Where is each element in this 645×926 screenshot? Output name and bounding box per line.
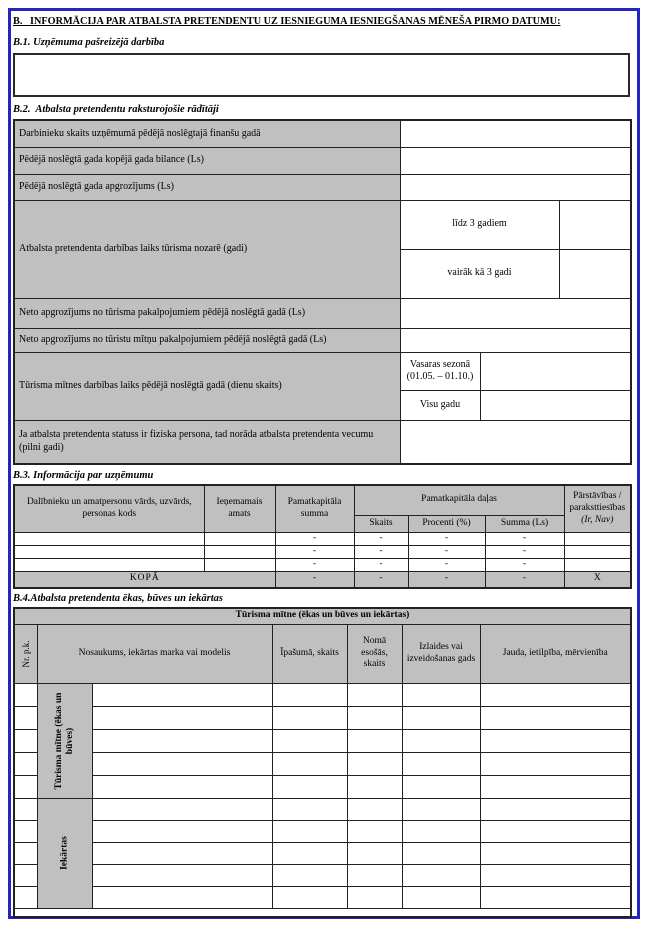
section-b3-title: B.3. Informācija par uzņēmumu: [13, 470, 154, 481]
section-b2-title: B.2. Atbalsta pretendentu raksturojošie rādītāji: [13, 104, 219, 115]
b4-header-owned: Īpašumā, skaits: [272, 624, 347, 683]
b4-g2r4-owned-cell[interactable]: [272, 864, 347, 886]
b3-header-representation-text: Pārstāvības / paraksttiesības: [569, 490, 626, 513]
b2-operation-time-label: Atbalsta pretendenta darbības laiks tūrisma nozarē (gadi): [14, 200, 400, 298]
b4-g1r3-nr-cell[interactable]: [14, 729, 37, 752]
b4-g2r4-capacity-cell[interactable]: [480, 864, 631, 886]
b4-g1r5-name-cell[interactable]: [92, 775, 272, 798]
b4-header-capacity: Jauda, ietilpība, mērvienība: [480, 624, 631, 683]
b2-net-tourism-label: Neto apgrozījums no tūrisma pakalpojumiem pēdējā noslēgtā gadā (Ls): [14, 298, 400, 328]
b4-g1r1-rented-cell[interactable]: [347, 683, 402, 706]
b3-data-row: [14, 558, 631, 571]
b2-balance-label: Pēdējā noslēgtā gada kopējā gada bilance (Ls): [14, 147, 400, 174]
b2-more-than-3-years-label: vairāk kā 3 gadi: [400, 249, 559, 298]
b4-g1r2-rented-cell[interactable]: [347, 706, 402, 729]
b4-header-nr-text: Nr. p.k.: [20, 640, 31, 667]
b4-g1r5-capacity-cell[interactable]: [480, 775, 631, 798]
b2-summer-season-line1: Vasaras sezonā: [409, 358, 471, 370]
b4-g2r3-owned-cell[interactable]: [272, 842, 347, 864]
b2-lodging-days-label: Tūrisma mītnes darbības laiks pēdējā noslēgtā gadā (dienu skaits): [14, 352, 400, 420]
b4-g1r5-owned-cell[interactable]: [272, 775, 347, 798]
b2-up-to-3-years-label: līdz 3 gadiem: [400, 200, 559, 249]
b4-group1-row: [14, 729, 631, 752]
b4-g1r2-capacity-cell[interactable]: [480, 706, 631, 729]
b4-g2r4-rented-cell[interactable]: [347, 864, 402, 886]
b3-row3-representation-cell[interactable]: [564, 558, 631, 571]
b2-net-tourism-input[interactable]: [400, 298, 631, 328]
b2-more-than-3-years-input[interactable]: [559, 249, 631, 298]
b4-table-title: Tūrisma mītne (ēkas un būves un iekārtas): [14, 608, 631, 624]
b4-g2r5-rented-cell[interactable]: [347, 886, 402, 908]
b3-header-percent: Procenti (%): [408, 515, 485, 532]
b2-balance-input[interactable]: [400, 147, 631, 174]
b3-header-name: Dalībnieku un amatpersonu vārds, uzvārds, personas kods: [14, 485, 204, 532]
b4-g1r5-rented-cell[interactable]: [347, 775, 402, 798]
form-content: [13, 13, 630, 918]
b3-header-capital-sum: Pamatkapitāla summa: [275, 485, 354, 532]
b3-row1-percent[interactable]: -: [408, 532, 485, 545]
b3-row3-capital-sum[interactable]: -: [275, 558, 354, 571]
b3-header-position: Ieņemamais amats: [204, 485, 275, 532]
b4-group1-row: [14, 775, 631, 798]
b2-turnover-label: Pēdējā noslēgtā gada apgrozījums (Ls): [14, 174, 400, 200]
b4-group1-row: [14, 706, 631, 729]
b4-g2r3-rented-cell[interactable]: [347, 842, 402, 864]
b3-row2-representation-cell[interactable]: [564, 545, 631, 558]
b4-g1r2-nr-cell[interactable]: [14, 706, 37, 729]
b4-group2-row: [14, 798, 631, 820]
b3-header-sum-ls: Summa (Ls): [485, 515, 564, 532]
b3-header-representation: [564, 485, 631, 532]
b4-g2r1-capacity-cell[interactable]: [480, 798, 631, 820]
b4-group2-row: [14, 886, 631, 908]
b3-row2-sum[interactable]: -: [485, 545, 564, 558]
b3-row3-name-cell[interactable]: [14, 558, 204, 571]
b3-total-sum: -: [485, 571, 564, 588]
b2-all-year-input[interactable]: [480, 390, 631, 420]
b3-header-count: Skaits: [354, 515, 408, 532]
b2-summer-season-input[interactable]: [480, 352, 631, 390]
b2-turnover-input[interactable]: [400, 174, 631, 200]
b4-g2r4-year-cell[interactable]: [402, 864, 480, 886]
b4-header-name: Nosaukums, iekārtas marka vai modelis: [37, 624, 272, 683]
b2-all-year-label: Visu gadu: [400, 390, 480, 420]
b4-g2r5-nr-cell[interactable]: [14, 886, 37, 908]
b4-header-nr: [14, 624, 37, 683]
b4-g1r1-year-cell[interactable]: [402, 683, 480, 706]
section-b-title: B. INFORMĀCIJA PAR ATBALSTA PRETENDENTU UZ IESNIEGUMA IESNIEGŠANAS MĒNEŠA PIRMO DATUMU:: [13, 15, 561, 27]
b4-g2r2-nr-cell[interactable]: [14, 820, 37, 842]
b2-age-input[interactable]: [400, 420, 631, 464]
b2-age-label: Ja atbalsta pretendenta statuss ir fiziska persona, tad norāda atbalsta pretendenta vecumu (pilni gadi): [14, 420, 400, 464]
b4-g2r3-name-cell[interactable]: [92, 842, 272, 864]
b4-header-rented: Nomā esošās, skaits: [347, 624, 402, 683]
b4-g2r2-capacity-cell[interactable]: [480, 820, 631, 842]
b4-group1-label: Tūrisma mītne (ēkas un būves): [53, 692, 75, 789]
b3-row1-name-cell[interactable]: [14, 532, 204, 545]
b3-data-row: [14, 532, 631, 545]
b2-employees-input[interactable]: [400, 120, 631, 147]
b4-g2r5-name-cell[interactable]: [92, 886, 272, 908]
b4-footer-row: [14, 908, 631, 917]
b4-group1-label-cell: [37, 683, 92, 798]
b3-header-ir-nav: (Ir, Nav): [581, 514, 614, 525]
b2-up-to-3-years-input[interactable]: [559, 200, 631, 249]
b3-total-row: [14, 571, 631, 588]
b4-g1r1-name-cell[interactable]: [92, 683, 272, 706]
b4-g2r4-name-cell[interactable]: [92, 864, 272, 886]
b4-g1r3-rented-cell[interactable]: [347, 729, 402, 752]
b2-net-accommodation-input[interactable]: [400, 328, 631, 352]
b4-g2r5-owned-cell[interactable]: [272, 886, 347, 908]
b4-header-year: Izlaides vai izveidošanas gads: [402, 624, 480, 683]
b4-group2-row: [14, 820, 631, 842]
b4-g1r2-year-cell[interactable]: [402, 706, 480, 729]
b3-row1-capital-sum[interactable]: -: [275, 532, 354, 545]
b2-summer-season-label: [400, 352, 480, 390]
b4-g2r3-capacity-cell[interactable]: [480, 842, 631, 864]
b4-group1-row: [14, 752, 631, 775]
b4-g1r1-capacity-cell[interactable]: [480, 683, 631, 706]
b3-total-percent: -: [408, 571, 485, 588]
b3-row3-position-cell[interactable]: [204, 558, 275, 571]
b4-g1r4-nr-cell[interactable]: [14, 752, 37, 775]
b4-g1r5-nr-cell[interactable]: [14, 775, 37, 798]
b3-row1-count[interactable]: -: [354, 532, 408, 545]
b3-total-representation: X: [564, 571, 631, 588]
b4-g1r4-rented-cell[interactable]: [347, 752, 402, 775]
b4-g2r1-rented-cell[interactable]: [347, 798, 402, 820]
b4-footer-strip: [14, 908, 631, 917]
b3-row3-sum[interactable]: -: [485, 558, 564, 571]
b4-g2r4-nr-cell[interactable]: [14, 864, 37, 886]
b4-g1r1-nr-cell[interactable]: [14, 683, 37, 706]
section-b4-title: B.4.Atbalsta pretendenta ēkas, būves un iekārtas: [13, 593, 224, 604]
b3-total-label: KOPĀ: [14, 571, 275, 588]
b1-current-activity-input[interactable]: [13, 53, 630, 97]
b4-g2r2-year-cell[interactable]: [402, 820, 480, 842]
b4-g1r2-owned-cell[interactable]: [272, 706, 347, 729]
b4-g2r1-owned-cell[interactable]: [272, 798, 347, 820]
b4-g2r3-year-cell[interactable]: [402, 842, 480, 864]
b4-group2-label-cell: [37, 798, 92, 908]
b2-employees-label: Darbinieku skaits uzņēmumā pēdējā noslēgtajā finanšu gadā: [14, 120, 400, 147]
b4-g2r2-rented-cell[interactable]: [347, 820, 402, 842]
b4-g1r3-owned-cell[interactable]: [272, 729, 347, 752]
b3-row2-count[interactable]: -: [354, 545, 408, 558]
b4-group2-row: [14, 842, 631, 864]
b4-g2r3-nr-cell[interactable]: [14, 842, 37, 864]
b4-g2r5-year-cell[interactable]: [402, 886, 480, 908]
b3-row2-name-cell[interactable]: [14, 545, 204, 558]
b4-g1r4-year-cell[interactable]: [402, 752, 480, 775]
b4-g2r2-name-cell[interactable]: [92, 820, 272, 842]
b4-group2-row: [14, 864, 631, 886]
b4-assets-table: [13, 607, 632, 918]
b4-g1r3-name-cell[interactable]: [92, 729, 272, 752]
b4-g1r4-owned-cell[interactable]: [272, 752, 347, 775]
b3-row2-position-cell[interactable]: [204, 545, 275, 558]
b4-g1r4-name-cell[interactable]: [92, 752, 272, 775]
b4-g1r4-capacity-cell[interactable]: [480, 752, 631, 775]
section-b1-title: B.1. Uzņēmuma pašreizējā darbība: [13, 37, 165, 48]
b3-row2-percent[interactable]: -: [408, 545, 485, 558]
b3-data-row: [14, 545, 631, 558]
b3-header-capital-shares: Pamatkapitāla daļas: [354, 485, 564, 515]
b4-g2r2-owned-cell[interactable]: [272, 820, 347, 842]
b4-group1-row: [14, 683, 631, 706]
b3-company-table: [13, 484, 632, 589]
b3-row1-sum[interactable]: -: [485, 532, 564, 545]
b3-row3-percent[interactable]: -: [408, 558, 485, 571]
b4-g2r1-name-cell[interactable]: [92, 798, 272, 820]
b4-g2r5-capacity-cell[interactable]: [480, 886, 631, 908]
b2-net-accommodation-label: Neto apgrozījums no tūristu mītņu pakalpojumiem pēdējā noslēgtā gadā (Ls): [14, 328, 400, 352]
b4-g2r1-year-cell[interactable]: [402, 798, 480, 820]
b3-row1-representation-cell[interactable]: [564, 532, 631, 545]
b4-g1r3-year-cell[interactable]: [402, 729, 480, 752]
b3-row1-position-cell[interactable]: [204, 532, 275, 545]
b3-row3-count[interactable]: -: [354, 558, 408, 571]
b3-total-count: -: [354, 571, 408, 588]
b4-g1r3-capacity-cell[interactable]: [480, 729, 631, 752]
b4-g1r5-year-cell[interactable]: [402, 775, 480, 798]
b3-row2-capital-sum[interactable]: -: [275, 545, 354, 558]
b3-total-capital-sum: -: [275, 571, 354, 588]
b4-g1r2-name-cell[interactable]: [92, 706, 272, 729]
b4-g1r1-owned-cell[interactable]: [272, 683, 347, 706]
b4-g2r1-nr-cell[interactable]: [14, 798, 37, 820]
b2-summer-season-line2: (01.05. – 01.10.): [406, 371, 474, 382]
b2-indicators-table: [13, 119, 632, 465]
b4-group2-label: Iekārtas: [59, 836, 70, 870]
